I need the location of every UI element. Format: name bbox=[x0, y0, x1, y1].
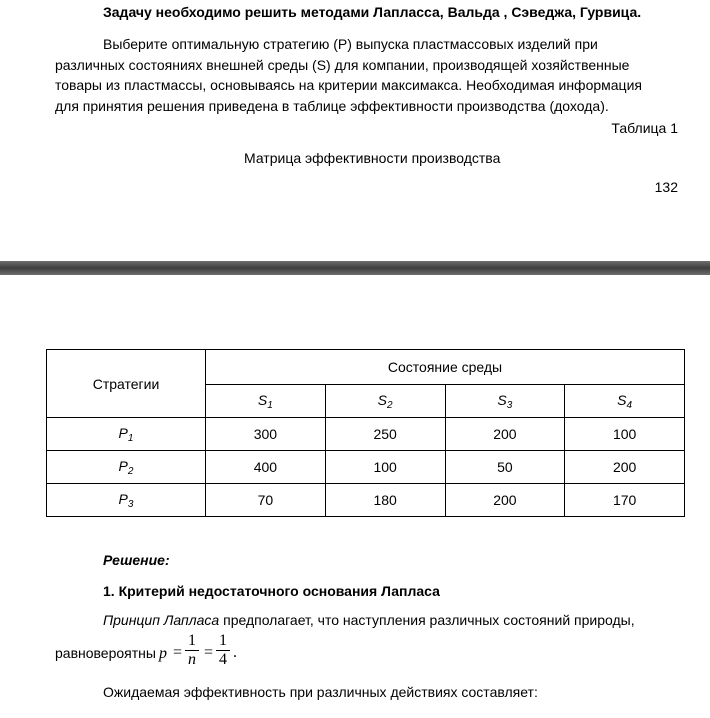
task-description bbox=[55, 34, 665, 116]
efficiency-matrix-table bbox=[46, 349, 685, 517]
expected-efficiency-text: Ожидаемая эффективность при различных действиях составляет: bbox=[103, 684, 538, 700]
table-cell: 200 bbox=[445, 418, 565, 451]
table-label: Таблица 1 bbox=[611, 120, 678, 136]
strategy-label: $P_2$ bbox=[47, 451, 206, 484]
table-cell: 400 bbox=[206, 451, 326, 484]
solution-heading: Решение: bbox=[103, 552, 170, 568]
page-number: 132 bbox=[654, 179, 678, 195]
table-cell: 200 bbox=[565, 451, 685, 484]
matrix-title: Матрица эффективности производства bbox=[244, 150, 501, 166]
state-header: $S_2$ bbox=[325, 385, 445, 418]
task-title: Задачу необходимо решить методами Лапласса, Вальда , Сэведжа, Гурвица. bbox=[103, 4, 642, 20]
table-row bbox=[47, 418, 685, 451]
fraction-one-over-n: 1 n bbox=[185, 632, 199, 669]
table-cell: 200 bbox=[445, 484, 565, 517]
formula-period: . bbox=[233, 644, 237, 661]
states-header: Состояние среды bbox=[206, 350, 685, 385]
table-cell: 100 bbox=[325, 451, 445, 484]
laplace-paragraph-text: предполагает, что наступления различных состояний природы, bbox=[219, 612, 635, 628]
laplace-principle-term: Принцип Лапласа bbox=[103, 612, 220, 628]
formula-equals: = bbox=[204, 644, 214, 661]
strategies-header: Стратегии bbox=[47, 350, 206, 418]
formula-equals: = bbox=[173, 644, 183, 661]
table-row bbox=[47, 451, 685, 484]
state-header: $S_4$ bbox=[565, 385, 685, 418]
table-cell: 180 bbox=[325, 484, 445, 517]
fraction-one-over-four: 1 4 bbox=[216, 632, 230, 669]
state-header: $S_3$ bbox=[445, 385, 565, 418]
equiprobable-text: равновероятны bbox=[55, 645, 156, 661]
table-cell: 170 bbox=[565, 484, 685, 517]
table-row bbox=[47, 484, 685, 517]
criterion-heading: 1. Критерий недостаточного основания Лапласа bbox=[103, 583, 440, 599]
state-header: $S_1$ bbox=[206, 385, 326, 418]
table-cell: 50 bbox=[445, 451, 565, 484]
strategy-label: $P_3$ bbox=[47, 484, 206, 517]
strategy-label: $P_1$ bbox=[47, 418, 206, 451]
table-cell: 70 bbox=[206, 484, 326, 517]
table-cell: 100 bbox=[565, 418, 685, 451]
table-cell: 300 bbox=[206, 418, 326, 451]
table-cell: 250 bbox=[325, 418, 445, 451]
page-break-divider bbox=[0, 261, 710, 275]
task-description-text: Выберите оптимальную стратегию (Р) выпуска пластмассовых изделий при различных состояниях внешней среды (S) для компании, производящей хозяйственные товары из пластмассы, основываясь на критерии максимакса. Необходимая информация для принятия решения приведена в таблице эффективности производства (дохода). bbox=[55, 36, 642, 114]
laplace-paragraph bbox=[103, 612, 635, 628]
formula-p: p bbox=[159, 645, 167, 662]
